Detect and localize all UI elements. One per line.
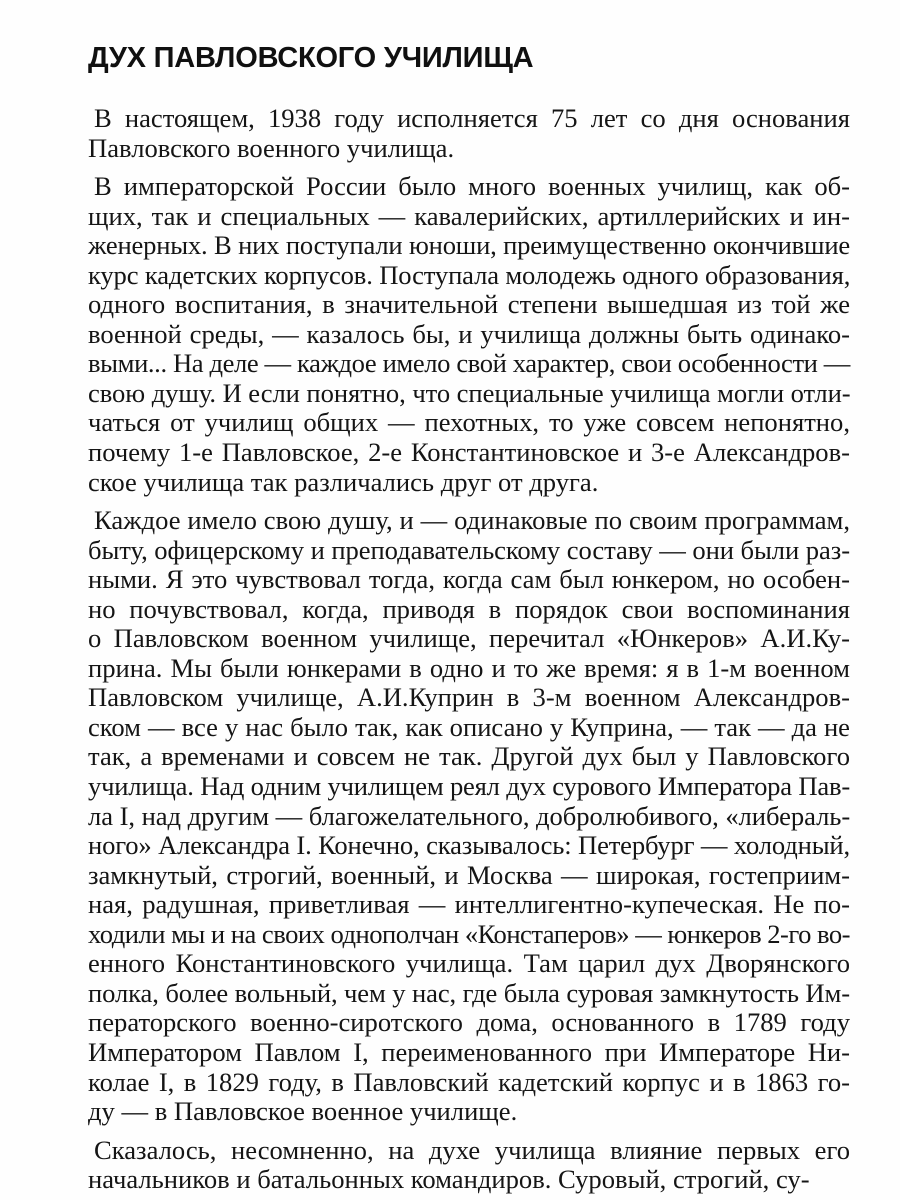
text-line: енного Константиновского училища. Там царил дух Дворянского: [88, 948, 850, 979]
text-line: Императором Павлом I, переименованного при Императоре Ни-: [88, 1036, 850, 1067]
text-line: о Павловском военном училище, перечитал «Юнкеров» А.И.Ку-: [88, 623, 850, 654]
text-line: так, а временами и совсем не так. Другой дух был у Павловского: [88, 741, 850, 772]
text-line: замкнутый, строгий, военный, и Москва — широкая, гостеприим-: [88, 859, 850, 890]
text-line: начальников и батальонных командиров. Суровый, строгий, су-: [88, 1164, 810, 1195]
chapter-body: [88, 104, 850, 1195]
text-line: щих, так и специальных — кавалерийских, артиллерийских и ин-: [88, 200, 850, 231]
text-line: ском — все у нас было так, как описано у Куприна, — так — да не: [88, 711, 850, 742]
paragraph: [88, 172, 850, 497]
text-line: быту, офицерскому и преподавательскому составу — они были раз-: [88, 534, 850, 565]
text-line: ду — в Павловское военное училище.: [88, 1096, 518, 1127]
text-line: ного» Александра I. Конечно, сказывалось: Петербург — холодный,: [88, 830, 850, 861]
text-line: почему 1-е Павловское, 2-е Константиновское и 3-е Александров-: [88, 437, 850, 468]
text-line: выми... На деле — каждое имело свой характер, свои особенности —: [88, 348, 850, 379]
text-line: Сказалось, несомненно, на духе училища влияние первых его: [94, 1134, 850, 1165]
text-line: В императорской России было много военных училищ, как об-: [94, 171, 850, 202]
text-line: курс кадетских корпусов. Поступала молодежь одного образования,: [88, 259, 851, 290]
text-line: ла I, над другим — благожелательного, добролюбивого, «либераль-: [88, 800, 851, 831]
text-line: Каждое имело свою душу, и — одинаковые по своим программам,: [94, 505, 850, 536]
text-line: ными. Я это чувствовал тогда, когда сам был юнкером, но особен-: [88, 564, 850, 595]
text-line: одного воспитания, в значительной степени вышедшая из той же: [88, 289, 850, 320]
chapter-heading: ДУХ ПАВЛОВСКОГО УЧИЛИЩА: [88, 42, 534, 74]
text-line: Павловском училище, А.И.Куприн в 3-м военном Александров-: [88, 682, 850, 713]
text-line: военной среды, — казалось бы, и училища должны быть одинако-: [88, 318, 850, 349]
paragraph: [88, 1136, 850, 1195]
text-line: ходили мы и на своих однополчан «Констаперов» — юнкеров 2-го во-: [88, 918, 850, 949]
text-line: свою душу. И если понятно, что специальные училища могли отли-: [88, 377, 851, 408]
text-line: полка, более вольный, чем у нас, где была суровая замкнутость Им-: [88, 977, 850, 1008]
text-line: училища. Над одним училищем реял дух сурового Императора Пав-: [88, 771, 850, 802]
text-line: ское училища так различались друг от друга.: [88, 466, 599, 497]
text-line: прина. Мы были юнкерами в одно и то же время: я в 1-м военном: [88, 652, 850, 683]
text-line: ная, радушная, приветливая — интеллигентно-купеческая. Не по-: [88, 889, 850, 920]
paragraph: [88, 506, 850, 1126]
text-line: женерных. В них поступали юноши, преимущественно окончившие: [88, 230, 850, 261]
text-line: Павловского военного училища.: [88, 132, 455, 163]
text-line: В настоящем, 1938 году исполняется 75 лет со дня основания: [94, 103, 850, 133]
text-line: ператорского военно-сиротского дома, основанного в 1789 году: [88, 1007, 850, 1038]
text-line: колае I, в 1829 году, в Павловский кадетский корпус и в 1863 го-: [88, 1066, 850, 1097]
text-line: чаться от училищ общих — пехотных, то уже совсем непонятно,: [88, 407, 850, 438]
paragraph: [88, 104, 850, 163]
text-line: но почувствовал, когда, приводя в порядок свои воспоминания: [88, 593, 850, 624]
